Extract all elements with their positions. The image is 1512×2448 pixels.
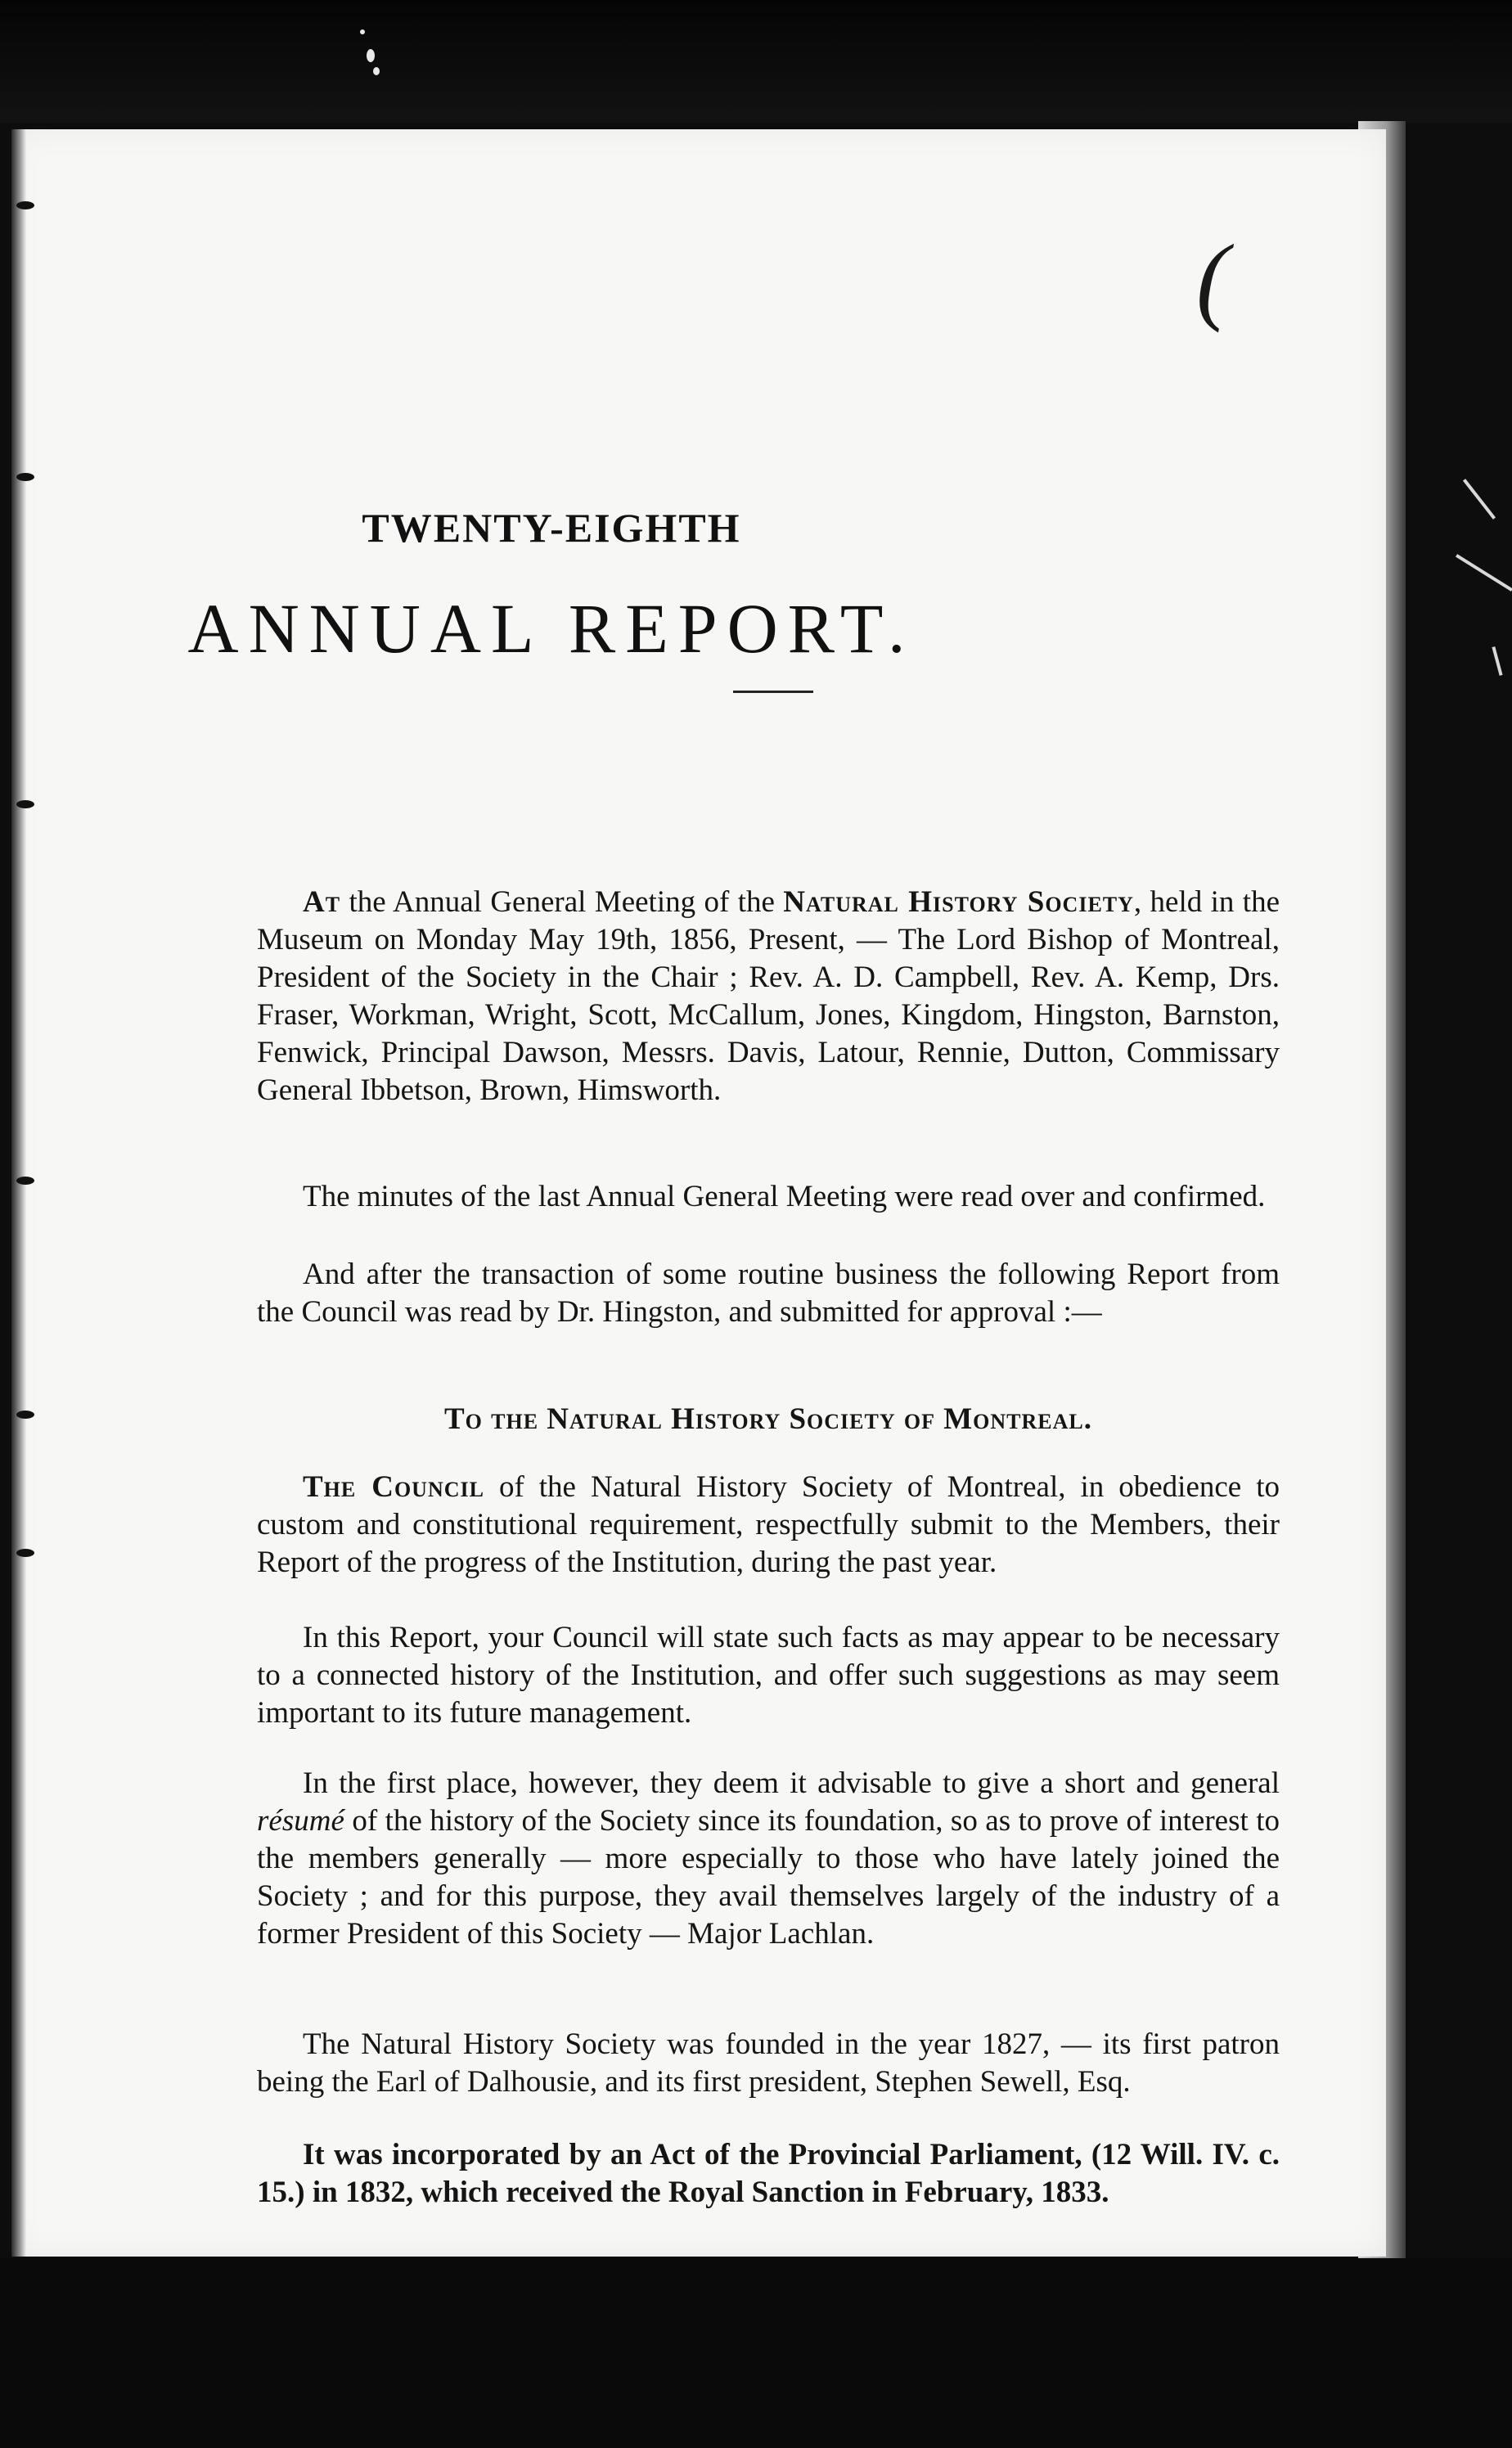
paragraph-report-read: And after the transaction of some routine business the following Report from the Council was read by Dr. Hingston, and submitted for approval :— — [257, 1258, 1280, 1329]
italic-term: résumé — [257, 1804, 344, 1838]
binding-stitch — [16, 1411, 34, 1419]
paragraph-text: the Annual General Meeting of the — [340, 885, 784, 919]
paragraph-facts: In this Report, your Council will state such facts as may appear to be necessary to a connected history of the Institution, and offer such suggestions as may seem important to its future management. — [257, 1621, 1280, 1730]
paragraph-resume — [257, 1765, 1280, 1953]
heading-ordinal: TWENTY-EIGHTH — [362, 505, 741, 551]
paragraph-incorporation: It was incorporated by an Act of the Provincial Parliament, (12 Will. IV. c. 15.) in 1832, which received the Royal Sanction in February, 1833. — [257, 2138, 1280, 2209]
margin-mark — [1456, 554, 1512, 592]
paragraph-text: , held in the Museum on Monday May 19th, 1856, Present, — The Lord Bishop of Montreal, President of the Society in the Chair ; Rev. A. D. Campbell, Rev. A. Kemp, Drs. Fraser, Workman, Wright, Scott, McCallum, Jones, Kingdom, Hingston, Barnston, Fenwick, Principal Dawson, Messrs. Davis, Latour, Rennie, Dutton, Commissary General Ibbetson, Brown, Himsworth. — [257, 885, 1280, 1107]
report-address: To the Natural History Society of Montreal. — [444, 1402, 1092, 1436]
scan-speck — [373, 67, 380, 75]
margin-mark — [1492, 646, 1502, 676]
binding-stitch — [16, 1177, 34, 1185]
lead-word: The Council — [303, 1470, 484, 1504]
binding-stitch — [16, 1549, 34, 1557]
paragraph-council — [257, 1469, 1280, 1582]
title-rule — [733, 691, 813, 693]
paragraph-meeting — [257, 884, 1280, 1109]
document-page — [11, 129, 1386, 2257]
page-binding-edge — [11, 129, 26, 2257]
paragraph-text: of the Natural History Society of Montreal, in obedience to custom and constitutional requirement, respectfully submit to the Members, their Report of the progress of the Institution, during the past year. — [257, 1470, 1280, 1579]
handwritten-mark: ( — [1196, 224, 1229, 333]
paragraph-text: In the first place, however, they deem it advisable to give a short and general — [303, 1766, 1280, 1800]
page-title: ANNUAL REPORT. — [187, 589, 916, 668]
margin-mark — [1463, 479, 1496, 520]
scan-background-top — [0, 0, 1512, 123]
lead-word: At — [303, 885, 341, 919]
paragraph-text: of the history of the Society since its foundation, so as to prove of interest to the members generally — more especially to those who have lately joined the Society ; and for this purpose, they avail themselves largely of the industry of a former President of this Society — Major Lachlan. — [257, 1804, 1280, 1951]
binding-stitch — [16, 473, 34, 481]
scan-speck — [367, 49, 375, 62]
paragraph-founding: The Natural History Society was founded in the year 1827, — its first patron being the Earl of Dalhousie, and its first president, Stephen Sewell, Esq. — [257, 2027, 1280, 2099]
paragraph-minutes: The minutes of the last Annual General Meeting were read over and confirmed. — [303, 1180, 1266, 1213]
binding-stitch — [16, 800, 34, 808]
scan-background-bottom — [0, 2258, 1512, 2448]
society-name: Natural History Society — [783, 885, 1134, 919]
binding-stitch — [16, 201, 34, 209]
scan-speck — [360, 29, 365, 34]
